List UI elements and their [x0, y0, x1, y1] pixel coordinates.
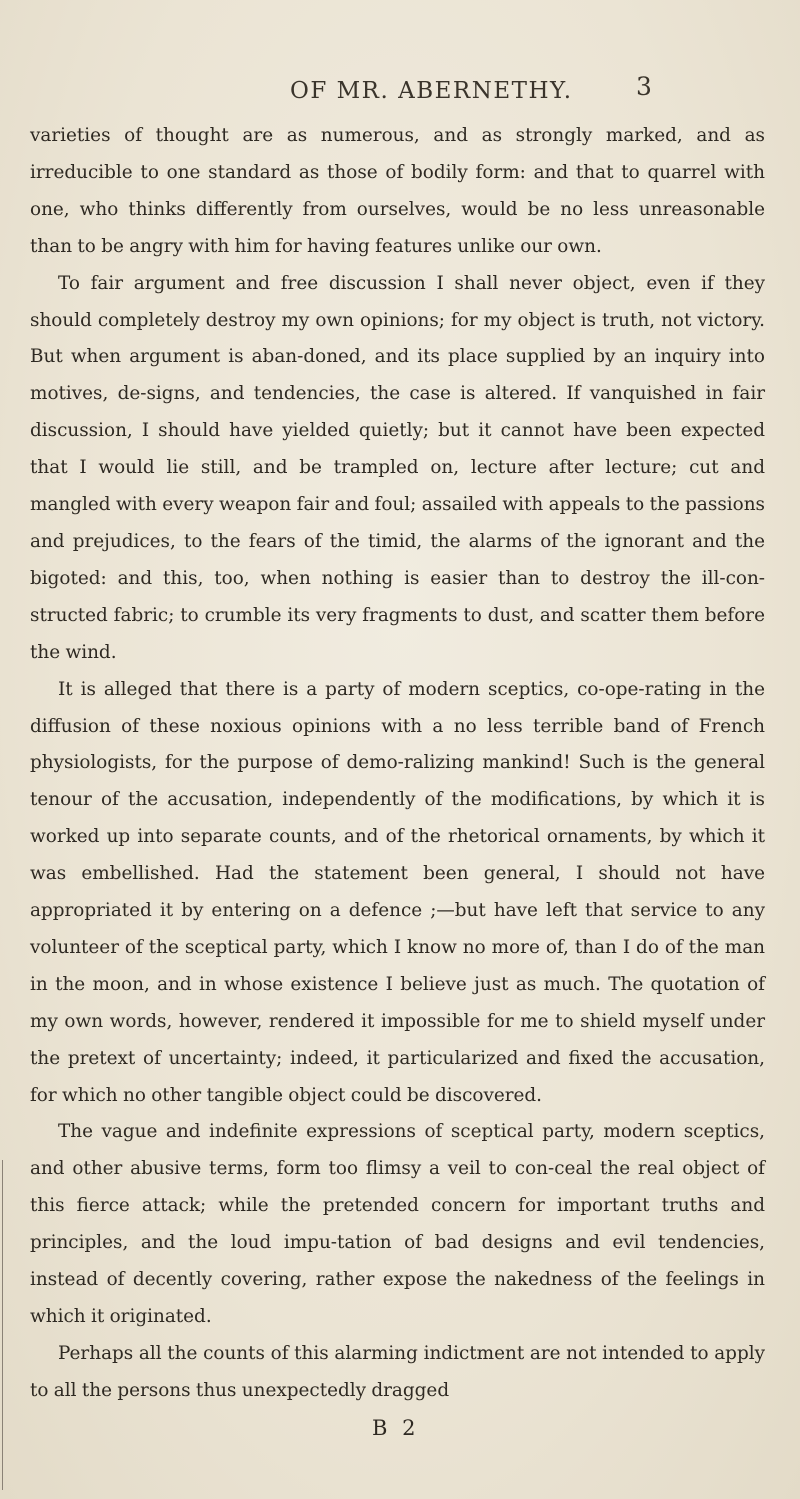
paragraph-fair-argument: To fair argument and free discussion I shall never object, even if they should completely destroy my own opinions; for my object is truth, not victory. But when argument is aban-doned, and its place supplied by an inquiry into motives, de-signs, and tendencies, the case is altered. If vanquished in fair discussion, I should have yielded quietly; but it cannot have been expected that I would lie still, and be trampled on, lecture after lecture; cut and mangled with every weapon fair and foul; assailed with appeals to the passions and prejudices, to the fears of the timid, the alarms of the ignorant and the bigoted: and this, too, when nothing is easier than to destroy the ill-con-structed fabric; to crumble its very fragments to dust, and scatter them before the wind.	[30, 272, 765, 663]
page-edge-line	[2, 1160, 3, 1490]
paragraph-modern-sceptics: It is alleged that there is a party of modern sceptics, co-ope-rating in the diffusion of these noxious opinions with a no less terrible band of French physiologists, for the purpose of demo-ralizing mankind! Such is the general tenour of the accusation, independently of the modifications, by which it is worked up into separate counts, and of the rhetorical ornaments, by which it was embellished. Had the statement been general, I should not have appropriated it by entering on a defence ;—but have left that service to any volunteer of the sceptical party, which I know no more of, than I do of the man in the moon, and in whose existence I believe just as much. The quotation of my own words, however, rendered it impossible for me to shield myself under the pretext of uncertainty; indeed, it particularized and fixed the accusation, for which no other tangible object could be discovered.	[30, 678, 765, 1106]
body-text	[30, 118, 765, 1410]
running-head	[20, 72, 740, 108]
paragraph-perhaps: Perhaps all the counts of this alarming indictment are not intended to apply to all the persons thus unexpectedly dragged	[30, 1342, 765, 1401]
page-number: 3	[636, 72, 652, 101]
paragraph-vague-expressions: The vague and indefinite expressions of sceptical party, modern sceptics, and other abusive terms, form too flimsy a veil to con-ceal the real object of this fierce attack; while the pretended concern for important truths and principles, and the loud impu-tation of bad designs and evil tendencies, instead of decently covering, rather expose the nakedness of the feelings in which it originated.	[30, 1121, 765, 1327]
paragraph-continued: varieties of thought are as numerous, and as strongly marked, and as irreducible to one standard as those of bodily form: and that to quarrel with one, who thinks differently from ourselves, would be no less unreasonable than to be angry with him for having features unlike our own.	[30, 125, 765, 257]
signature-mark: B 2	[372, 1416, 420, 1440]
running-head-title: OF MR. ABERNETHY.	[290, 78, 573, 104]
